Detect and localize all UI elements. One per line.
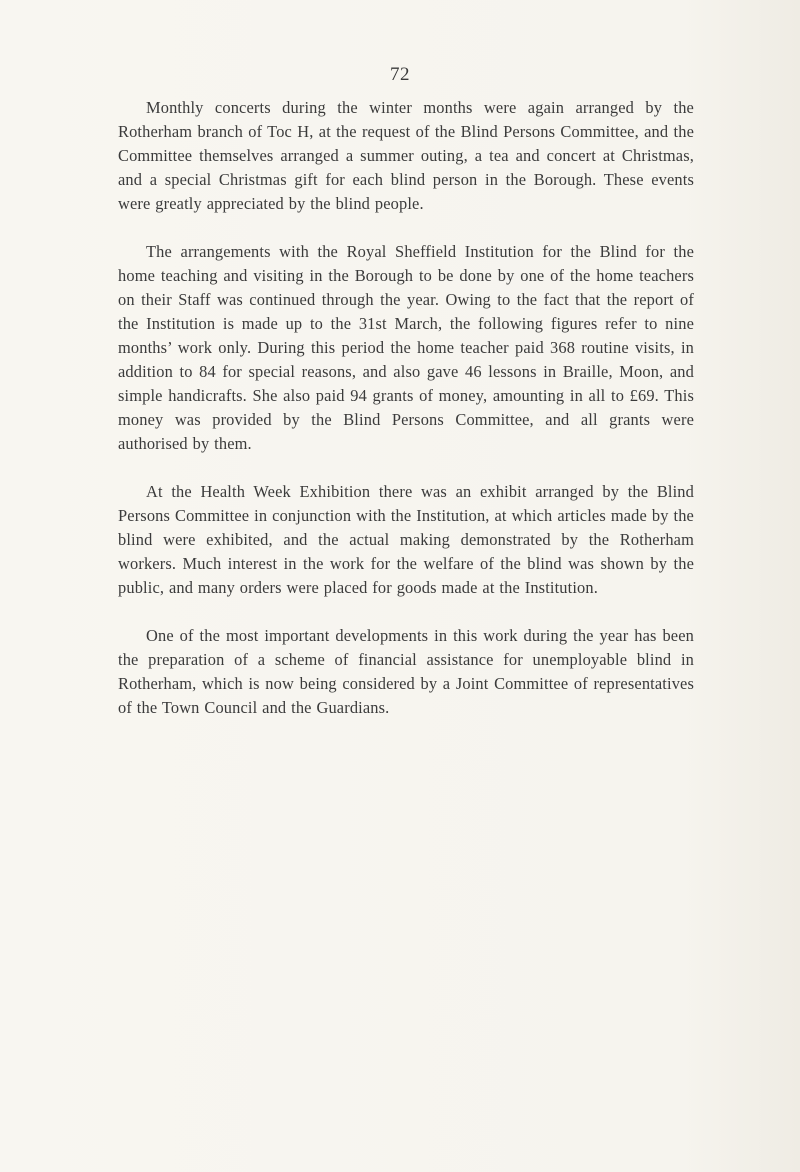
page-number: 72: [390, 64, 410, 85]
paragraph-home-teaching: The arrangements with the Royal Sheffield Institution for the Blind for the home teaching and visiting in the Borough to be done by one of the home teachers on their Staff was continued through the year. Owing to the fact that the report of the Institution is made up to the 31st March, the following figures refer to nine months’ work only. During this period the home teacher paid 368 routine visits, in addition to 84 for special reasons, and also gave 46 lessons in Braille, Moon, and simple handicrafts. She also paid 94 grants of money, amounting in all to £69. This money was provided by the Blind Persons Committee, and all grants were authorised by them.: [118, 242, 694, 453]
body-text: [118, 96, 694, 744]
paragraph-concerts: Monthly concerts during the winter months were again arranged by the Rotherham branch of Toc H, at the request of the Blind Persons Committee, and the Committee themselves arranged a summer outing, a tea and concert at Christmas, and a special Christmas gift for each blind person in the Borough. These events were greatly appreciated by the blind people.: [118, 98, 694, 213]
paragraph-health-week-exhibition: At the Health Week Exhibition there was an exhibit arranged by the Blind Persons Committee in conjunction with the Institution, at which articles made by the blind were exhibited, and the actual making demonstrated by the Rotherham workers. Much interest in the work for the welfare of the blind was shown by the public, and many orders were placed for goods made at the Institution.: [118, 482, 694, 597]
paragraph-financial-assistance-scheme: One of the most important developments in this work during the year has been the preparation of a scheme of financial assistance for unemployable blind in Rotherham, which is now being considered by a Joint Committee of representatives of the Town Council and the Guardians.: [118, 626, 694, 717]
